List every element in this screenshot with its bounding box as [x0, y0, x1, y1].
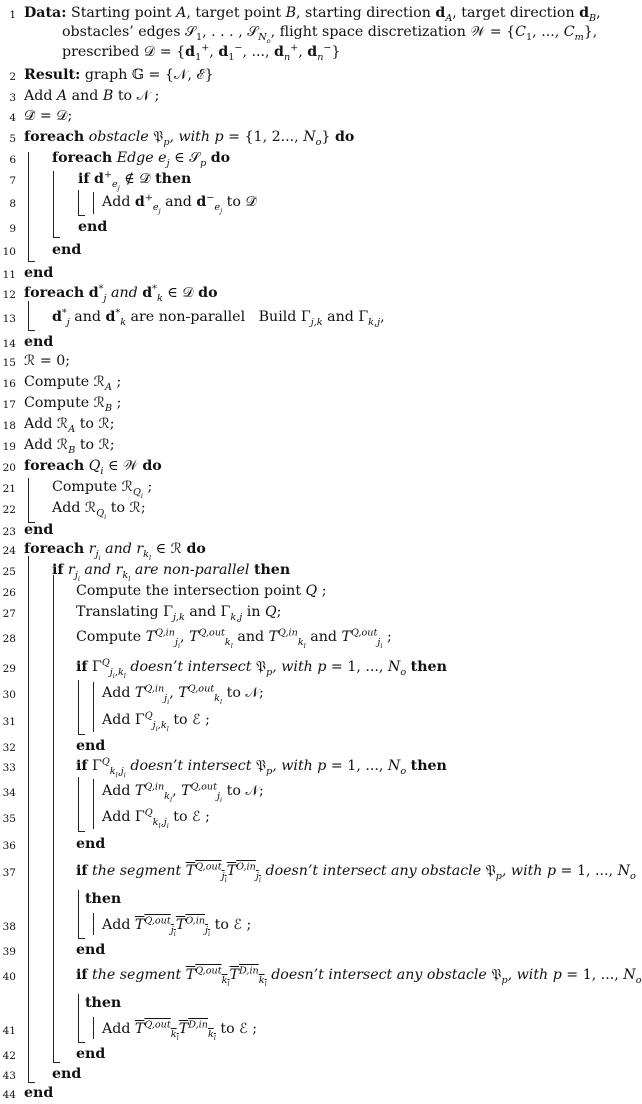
line-number: 17	[2, 399, 16, 411]
line-text: end	[78, 219, 108, 235]
line-text: end	[24, 334, 54, 350]
line-number: 41	[2, 1025, 16, 1037]
line-text: foreach Edge $e_j$ ∈ 𝒮$_p$ do	[52, 150, 231, 169]
line-text: Add ℛ$_A$ to ℛ;	[24, 416, 115, 435]
line-text: obstacles’ edges 𝒮$_1$, . . . , 𝒮$_{N_o}$, flight space discretization 𝒲 = {$C_1$, ..., $C_m$},	[62, 24, 598, 45]
line-text: then	[85, 995, 122, 1011]
line-number: 24	[2, 545, 16, 557]
line-number: 18	[2, 420, 16, 432]
line-number: 28	[2, 633, 16, 645]
line-number: 37	[2, 867, 16, 879]
line-number: 38	[2, 921, 16, 933]
line-text: if $r_{j_i}$ and $r_{k_l}$ are non-parallel then	[52, 562, 291, 583]
line-text: Compute $T^{Q,in}_{j_i}$, $T^{Q,out}_{k_l}$ and $T^{Q,in}_{k_l}$ and $T^{Q,out}_{j_i}$ ;	[76, 627, 392, 650]
line-number: 31	[2, 716, 16, 728]
line-text: Add $T^{Q,out}_{k_l}T^{D,in}_{k_l}$ to ℰ ;	[102, 1019, 258, 1042]
line-number: 43	[2, 1070, 16, 1082]
line-number: 20	[2, 462, 16, 474]
line-number: 25	[2, 566, 16, 578]
line-text: foreach obstacle 𝔓$_p$, with p = {1, 2..., $N_o$} do	[24, 129, 355, 148]
line-number: 22	[2, 504, 16, 516]
line-text: prescribed 𝒟 = {$d_1^+$, $d_1^-$, ..., $d_n^+$, $d_n^-$}	[62, 42, 341, 63]
line-number: 23	[2, 526, 16, 538]
line-text: end	[24, 522, 54, 538]
line-number: 42	[2, 1050, 16, 1062]
line-text: end	[76, 942, 106, 958]
block-bar-foreach-pair	[28, 301, 29, 331]
line-text: Add $T^{Q,out}_{j_i}T^{O,in}_{j_i}$ to ℰ ;	[102, 915, 252, 938]
line-text: if $\Gamma^Q_{j_i,k_l}$ doesn’t intersect 𝔓$_p$, with p = 1, ..., $N_o$ then	[76, 657, 447, 680]
line-number: 8	[9, 198, 16, 210]
block-bar-if-gamma-jk	[78, 680, 79, 735]
line-number: 1	[9, 9, 16, 21]
line-number: 32	[2, 742, 16, 754]
line-text: Compute ℛ$_A$ ;	[24, 374, 122, 393]
line-number: 6	[9, 154, 16, 166]
line-text: foreach $d^*_j$ and $d^*_k$ ∈ 𝒟 do	[24, 283, 218, 304]
line-number: 15	[2, 357, 16, 369]
line-number: 40	[2, 971, 16, 983]
line-text: if the segment $T^{Q,out}_{j_i}T^{O,in}_{j_i}$ doesn’t intersect any obstacle 𝔓$_p$, with p = 1, ..., $N_o$	[76, 861, 636, 884]
line-text: end	[52, 1066, 82, 1082]
line-number: 44	[2, 1089, 16, 1101]
block-bar-foreach-obstacle	[28, 152, 29, 262]
block-bar-foreach-cell	[28, 478, 29, 523]
line-text: end	[24, 265, 54, 281]
line-text: end	[76, 836, 106, 852]
line-number: 16	[2, 378, 16, 390]
line-text: if the segment $T^{Q,out}_{k_l}T^{D,in}_{k_l}$ doesn’t intersect any obstacle 𝔓$_p$, with p = 1, ..., $N_o$	[76, 965, 642, 988]
line-text: foreach $r_{j_i}$ and $r_{k_l}$ ∈ ℛ do	[24, 541, 206, 562]
block-bar-foreach-ray	[28, 556, 29, 1083]
line-number: 2	[9, 71, 16, 83]
line-number: 19	[2, 441, 16, 453]
line-text: 𝒟̃ = 𝒟;	[24, 108, 73, 124]
line-text: Add $T^{Q,in}_{k_l}$, $T^{Q,out}_{j_i}$ to 𝒩;	[102, 781, 264, 804]
line-text: Compute ℛ$_{Q_i}$ ;	[52, 479, 153, 500]
line-text: end	[24, 1085, 54, 1101]
line-text: end	[76, 1046, 106, 1062]
block-bar-body-gamma-kj	[93, 779, 94, 829]
line-number: 36	[2, 840, 16, 852]
line-number: 21	[2, 483, 16, 495]
line-text: Data: Starting point A, target point B, starting direction $d_A$, target direction $d_B$,	[24, 5, 601, 24]
line-number: 14	[2, 338, 16, 350]
line-number: 34	[2, 787, 16, 799]
line-number: 3	[9, 92, 16, 104]
line-text: Translating $\Gamma_{j,k}$ and $\Gamma_{k,j}$ in Q;	[76, 604, 282, 623]
line-text: end	[52, 242, 82, 258]
line-number: 29	[2, 663, 16, 675]
line-number: 9	[9, 223, 16, 235]
line-text: foreach $Q_i$ ∈ 𝒲 do	[24, 458, 162, 477]
line-number: 39	[2, 946, 16, 958]
line-number: 11	[2, 269, 16, 281]
block-bar-body-segment-d	[93, 1017, 94, 1039]
line-number: 30	[2, 689, 16, 701]
line-text: Result: graph 𝔾 = {𝒩, ℰ}	[24, 67, 214, 83]
line-text: $d^*_j$ and $d^*_k$ are non-parallel Build $\Gamma_{j,k}$ and $\Gamma_{k,j}$,	[52, 307, 385, 328]
block-bar-if-segment-d	[78, 994, 79, 1043]
line-text: Add $T^{Q,in}_{j_i}$, $T^{Q,out}_{k_l}$ to 𝒩;	[102, 683, 264, 706]
line-text: Add ℛ$_B$ to ℛ;	[24, 437, 115, 456]
block-bar-foreach-edge	[53, 171, 54, 238]
block-bar-add-direction	[93, 192, 94, 214]
line-number: 7	[9, 175, 16, 187]
line-text: Add $\Gamma^Q_{k_l,j_i}$ to ℰ ;	[102, 807, 210, 830]
line-text: Compute ℛ$_B$ ;	[24, 395, 122, 414]
line-number: 26	[2, 587, 16, 599]
line-number: 5	[9, 133, 16, 145]
line-number: 35	[2, 813, 16, 825]
line-number: 27	[2, 608, 16, 620]
block-bar-if-nonparallel	[53, 575, 54, 1063]
line-number: 33	[2, 762, 16, 774]
line-text: Add A and B to 𝒩 ;	[24, 88, 160, 104]
block-bar-if-segment-o	[78, 890, 79, 939]
line-text: then	[85, 891, 122, 907]
block-bar-if-gamma-kj	[78, 777, 79, 832]
line-text: ℛ = 0;	[24, 353, 71, 369]
block-bar-body-gamma-jk	[93, 682, 94, 732]
line-number: 13	[2, 313, 16, 325]
line-number: 4	[9, 112, 16, 124]
line-text: if $d^+_{e_j}$ ∉ 𝒟̃ then	[78, 169, 192, 192]
line-text: Compute the intersection point Q ;	[76, 583, 327, 599]
line-text: end	[76, 738, 106, 754]
block-bar-if-direction	[78, 190, 79, 216]
line-text: Add ℛ$_{Q_i}$ to ℛ;	[52, 500, 146, 521]
line-text: Add $\Gamma^Q_{j_i,k_l}$ to ℰ ;	[102, 710, 210, 733]
line-text: if $\Gamma^Q_{k_l,j_i}$ doesn’t intersect 𝔓$_p$, with p = 1, ..., $N_o$ then	[76, 756, 447, 779]
line-text: Add $d^+_{e_j}$ and $d^-_{e_j}$ to 𝒟̃	[102, 192, 257, 215]
block-bar-body-segment-o	[93, 913, 94, 935]
line-number: 10	[2, 246, 16, 258]
line-number: 12	[2, 289, 16, 301]
